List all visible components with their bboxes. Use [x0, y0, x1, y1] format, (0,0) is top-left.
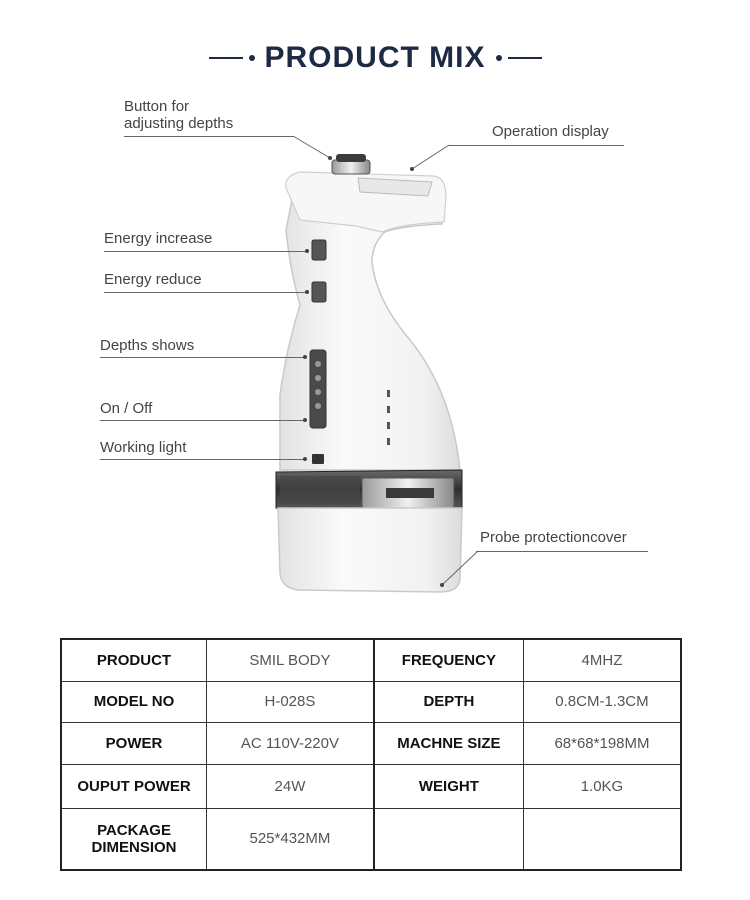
spec-key: OUPUT POWER	[61, 764, 207, 808]
spec-key-package	[61, 808, 207, 870]
label-button-depths-line1: Button for	[124, 98, 190, 115]
working-light-led	[312, 454, 324, 464]
table-row	[61, 639, 681, 681]
spec-table	[60, 638, 682, 871]
table-row	[61, 764, 681, 808]
spec-value: 68*68*198MM	[523, 722, 681, 764]
spec-key: POWER	[61, 722, 207, 764]
spec-value: SMIL BODY	[207, 639, 374, 681]
leader-dot	[305, 290, 309, 294]
table-row	[61, 722, 681, 764]
spec-key: MODEL NO	[61, 681, 207, 722]
spec-value: H-028S	[207, 681, 374, 722]
spec-key: DEPTH	[374, 681, 524, 722]
leader-line	[100, 459, 304, 460]
leader-line	[448, 145, 624, 146]
leader-dot	[303, 418, 307, 422]
spec-key-package-line2: DIMENSION	[91, 838, 177, 856]
spec-key: WEIGHT	[374, 764, 524, 808]
leader-line	[124, 136, 294, 137]
label-operation-display: Operation display	[492, 123, 609, 140]
leader-line	[406, 143, 452, 173]
spec-value-empty	[523, 808, 681, 870]
spec-value: 0.8CM-1.3CM	[523, 681, 681, 722]
page-title: PRODUCT MIX	[264, 41, 486, 74]
label-working-light: Working light	[100, 439, 187, 456]
leader-line	[100, 420, 304, 421]
spec-value: 525*432MM	[207, 808, 374, 870]
spec-value: 4MHZ	[523, 639, 681, 681]
label-depths-shows: Depths shows	[100, 337, 195, 354]
spec-key: MACHNE SIZE	[374, 722, 524, 764]
energy-reduce-button	[312, 282, 326, 302]
spec-key: FREQUENCY	[374, 639, 524, 681]
spec-value: 1.0KG	[523, 764, 681, 808]
leader-dot	[303, 457, 307, 461]
label-energy-reduce: Energy reduce	[104, 271, 202, 288]
leader-dot	[303, 355, 307, 359]
spec-key-empty	[374, 808, 524, 870]
leader-dot	[305, 249, 309, 253]
table-row	[61, 808, 681, 870]
spec-value: AC 110V-220V	[207, 722, 374, 764]
spec-key-package-line1: PACKAGE	[97, 821, 171, 839]
spec-value: 24W	[207, 764, 374, 808]
leader-line	[104, 251, 306, 252]
label-on-off: On / Off	[100, 400, 153, 417]
leader-line	[100, 357, 304, 358]
table-row	[61, 681, 681, 722]
label-energy-increase: Energy increase	[104, 230, 213, 247]
label-button-depths-line2: adjusting depths	[124, 115, 234, 132]
leader-line	[104, 292, 306, 293]
label-probe-cover: Probe protectioncover	[480, 529, 627, 546]
energy-increase-button	[312, 240, 326, 260]
spec-key: PRODUCT	[61, 639, 207, 681]
leader-line	[436, 549, 480, 589]
probe-cover	[278, 508, 462, 592]
leader-line	[476, 551, 648, 552]
leader-line	[292, 134, 342, 164]
